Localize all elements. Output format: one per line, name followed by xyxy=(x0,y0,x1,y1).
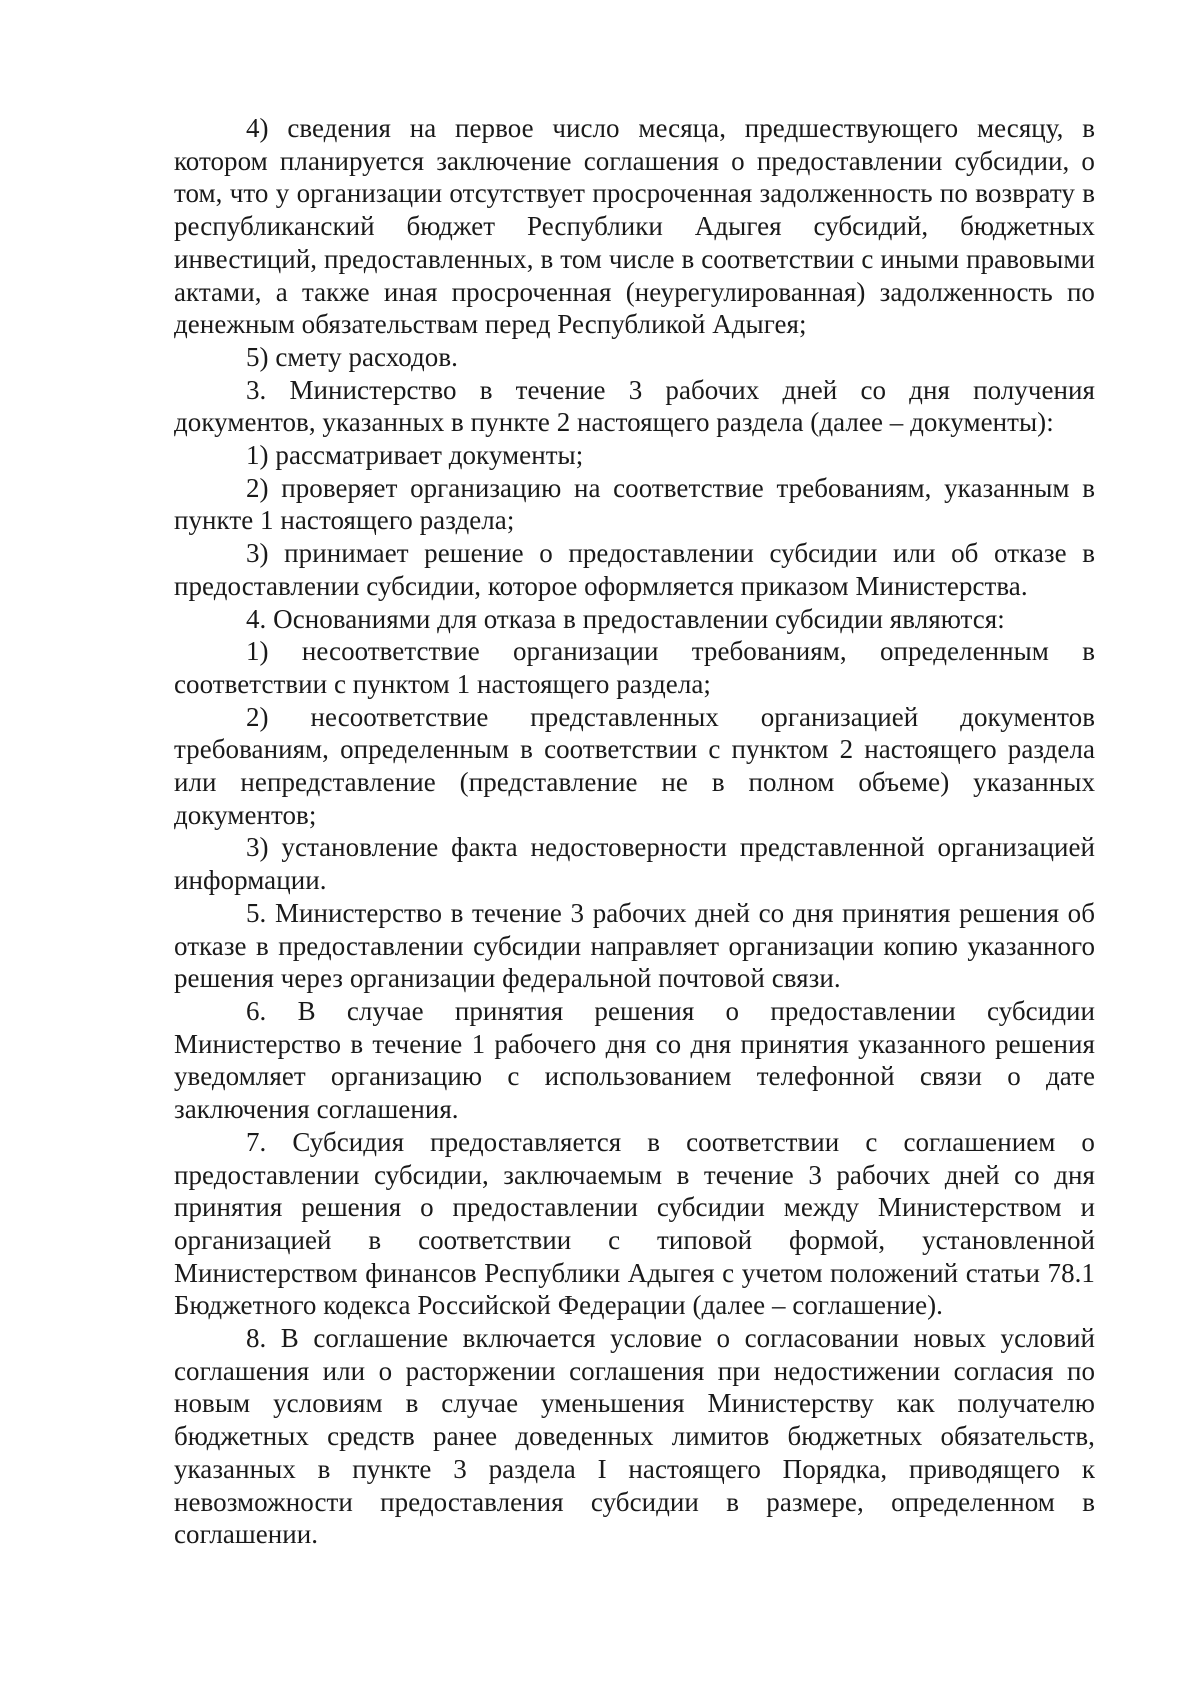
paragraph-clause-4-item-3: 3) установление факта недостоверности представленной организацией информации. xyxy=(174,832,1095,896)
paragraph-clause-3-item-2: 2) проверяет организацию на соответствие требованиям, указанным в пункте 1 настоящего раздела; xyxy=(174,472,1095,536)
paragraph-clause-4-item-1: 1) несоответствие организации требованиям, определенным в соответствии с пунктом 1 настоящего раздела; xyxy=(174,636,1095,699)
paragraph-clause-5: 5. Министерство в течение 3 рабочих дней со дня принятия решения об отказе в предоставлении субсидии направляет организации копию указанного решения через организации федеральной почтовой связи. xyxy=(174,897,1095,994)
paragraph-clause-8: 8. В соглашение включается условие о согласовании новых условий соглашения или о расторжении соглашения при недостижении согласия по новым условиям в случае уменьшения Министерству как получателю бюджетных средств ранее доведенных лимитов бюджетных обязательств, указанных в пункте 3 раздела I настоящего Порядка, приводящего к невозможности предоставления субсидии в размере, определенном в соглашении. xyxy=(174,1323,1095,1550)
paragraph-clause-6: 6. В случае принятия решения о предоставлении субсидии Министерство в течение 1 рабочего дня со дня принятия указанного решения уведомляет организацию с использованием телефонной связи о дате заключения соглашения. xyxy=(174,995,1095,1125)
paragraph-clause-3: 3. Министерство в течение 3 рабочих дней со дня получения документов, указанных в пункте 2 настоящего раздела (далее – документы): xyxy=(174,374,1095,438)
paragraph-item-5-estimate: 5) смету расходов. xyxy=(246,341,458,372)
document-page xyxy=(174,112,1095,1551)
paragraph-clause-3-item-3: 3) принимает решение о предоставлении субсидии или об отказе в предоставлении субсидии, которое оформляется приказом Министерства. xyxy=(174,538,1095,601)
paragraph-clause-4-item-2: 2) несоответствие представленных организацией документов требованиям, определенным в соответствии с пунктом 2 настоящего раздела или непредставление (представление не в полном объеме) указанных документов; xyxy=(174,701,1095,830)
paragraph-clause-7: 7. Субсидия предоставляется в соответствии с соглашением о предоставлении субсидии, заключаемым в течение 3 рабочих дней со дня принятия решения о предоставлении субсидии между Министерством и организацией в соответствии с типовой формой, установленной Министерством финансов Республики Адыгея с учетом положений статьи 78.1 Бюджетного кодекса Российской Федерации (далее – соглашение). xyxy=(174,1126,1095,1321)
paragraph-clause-3-item-1: 1) рассматривает документы; xyxy=(246,440,584,471)
paragraph-clause-4: 4. Основаниями для отказа в предоставлении субсидии являются: xyxy=(246,603,1005,634)
paragraph-item-4-info: 4) сведения на первое число месяца, предшествующего месяцу, в котором планируется заключение соглашения о предоставлении субсидии, о том, что у организации отсутствует просроченная задолженность по возврату в республиканский бюджет Республики Адыгея субсидий, бюджетных инвестиций, предоставленных, в том числе в соответствии с иными правовыми актами, а также иная просроченная (неурегулированная) задолженность по денежным обязательствам перед Республикой Адыгея; xyxy=(174,113,1095,340)
